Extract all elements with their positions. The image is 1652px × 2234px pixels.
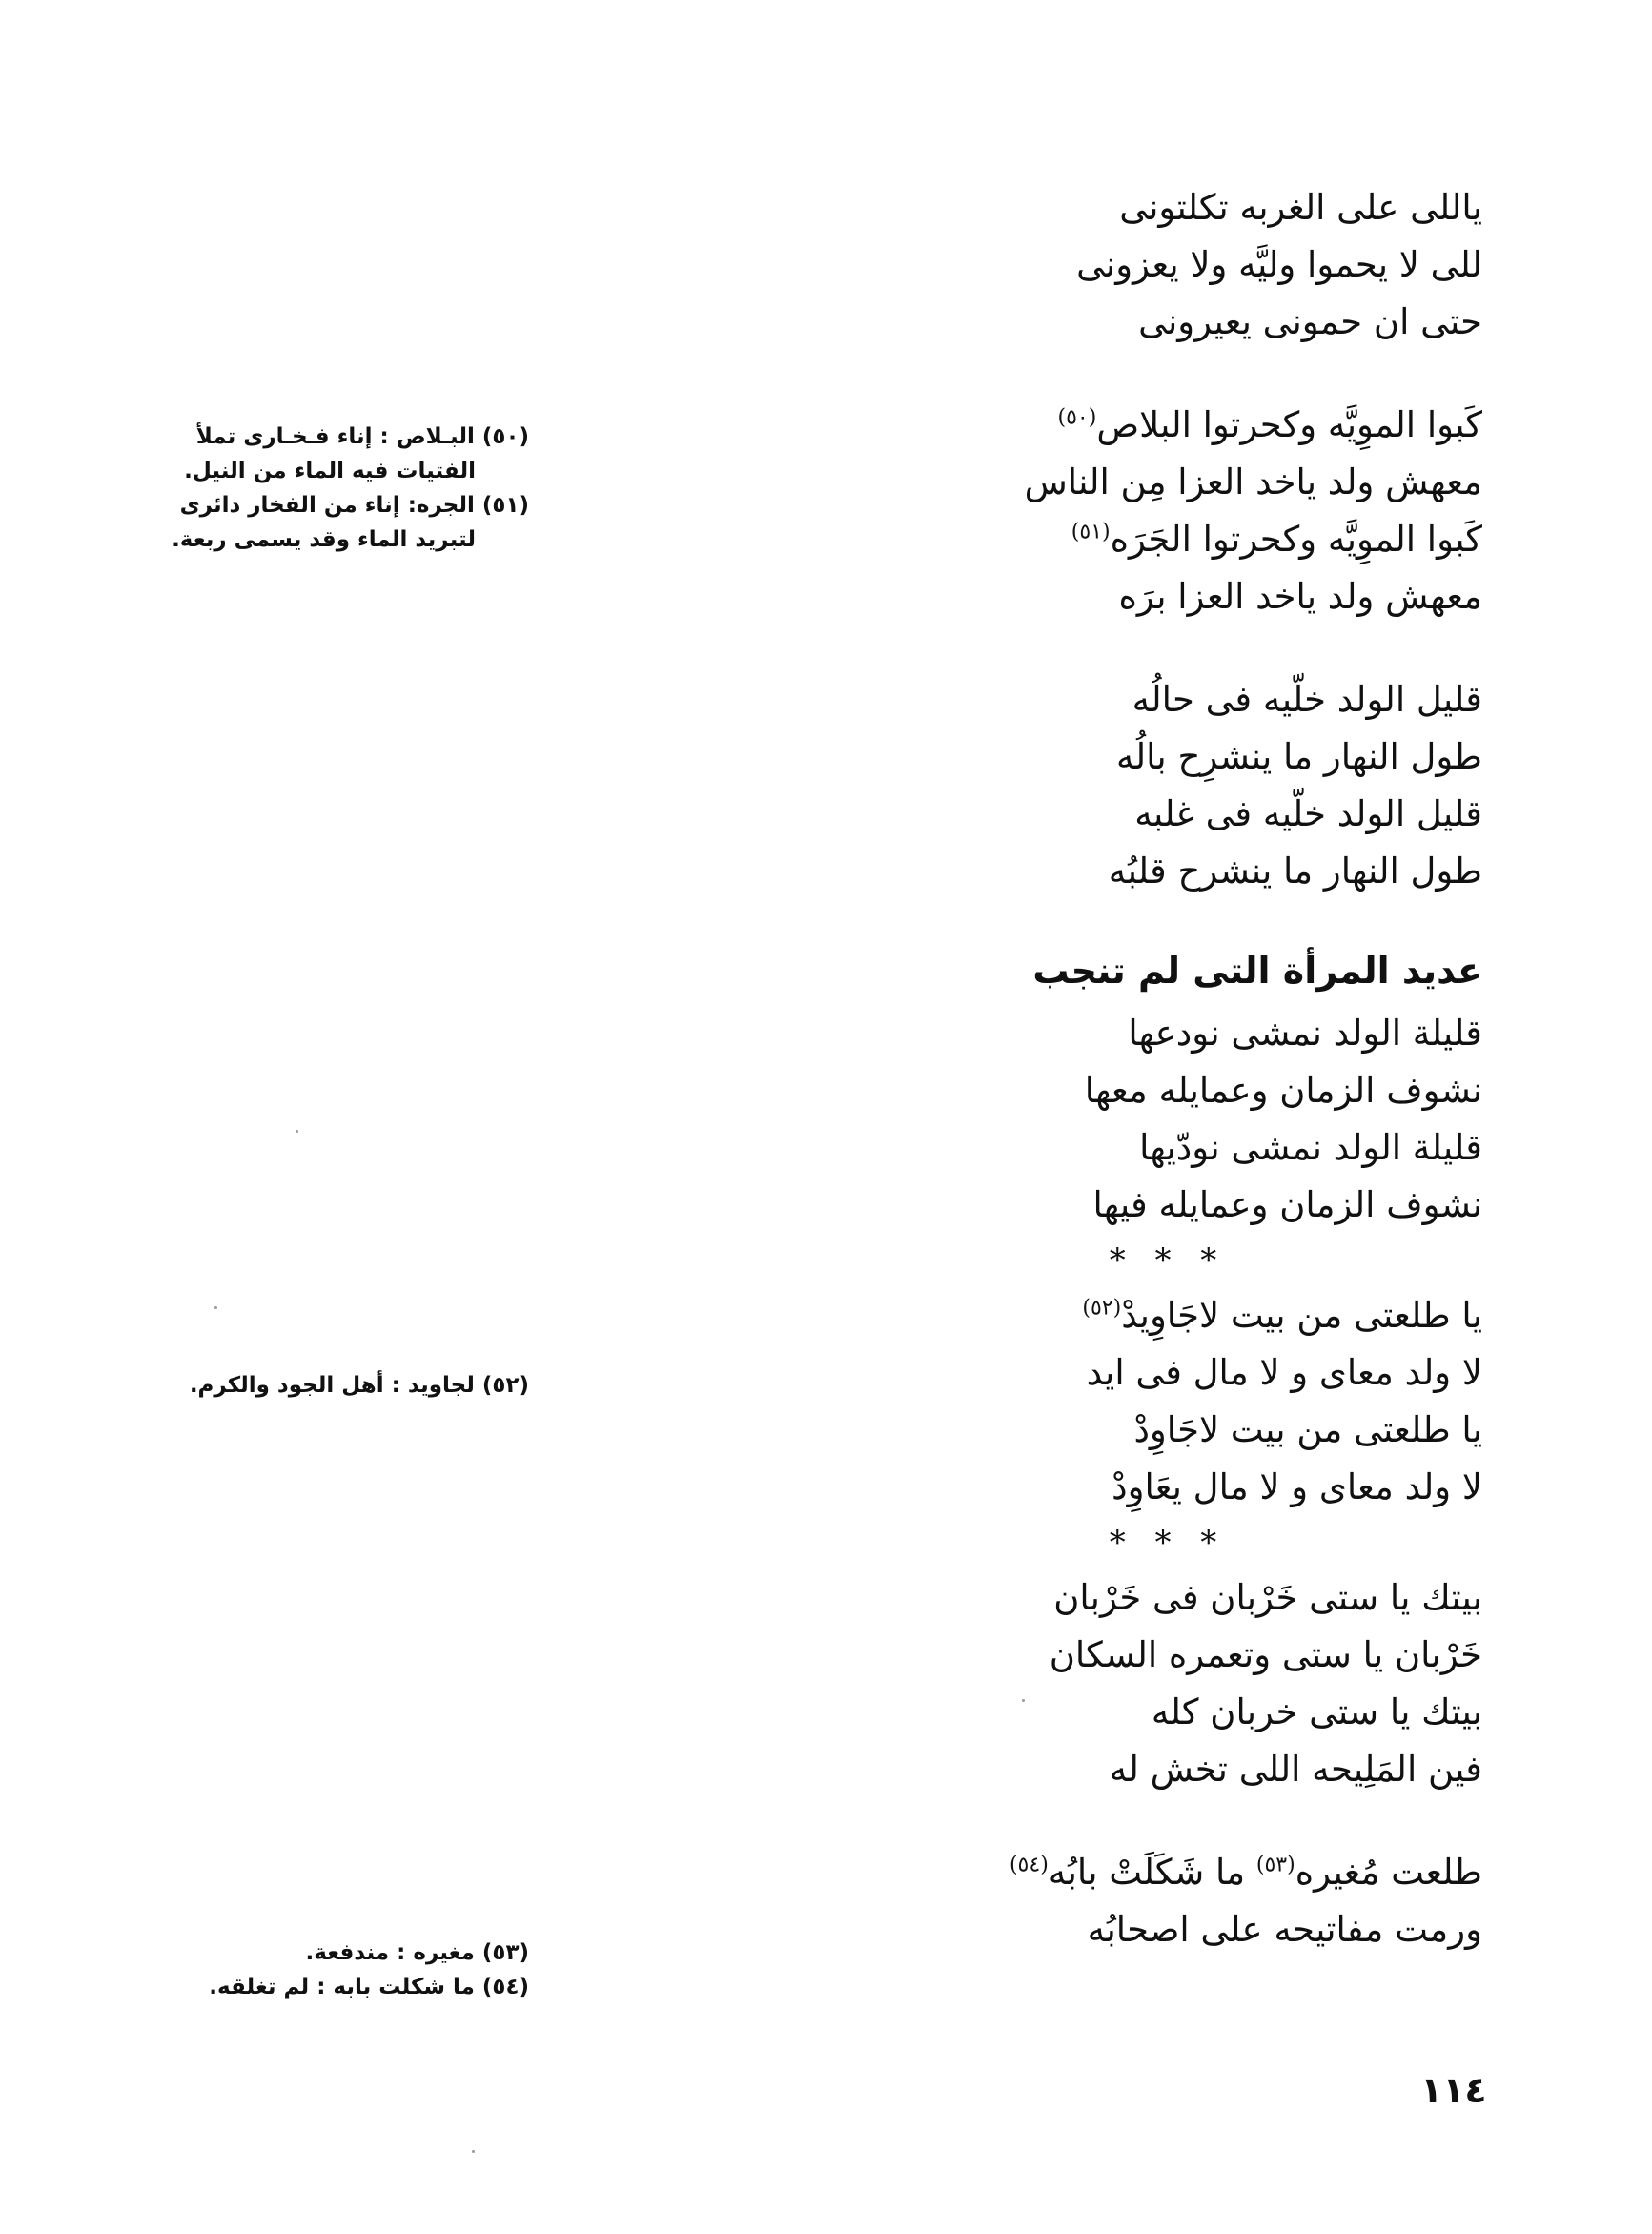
poem-line bbox=[987, 1844, 1482, 1901]
poem-line bbox=[987, 1287, 1482, 1344]
poem-line: لا ولد معاى و لا مال فى ايد bbox=[1086, 1352, 1482, 1393]
stanza-3 bbox=[987, 671, 1482, 900]
stanza-7 bbox=[987, 1844, 1482, 1958]
poem-line: معهش ولد ياخد العزا مِن الناس bbox=[1024, 461, 1482, 502]
poem-line: قليل الولد خلّيه فى حالُه bbox=[1132, 679, 1482, 720]
poem-line-text: كَبوا الموِيَّه وكحرتوا الجَرَه bbox=[1110, 519, 1482, 560]
poem-line-text: طلعت مُغيره bbox=[1295, 1852, 1482, 1893]
poem-line: لا ولد معاى و لا مال يعَاوِدْ bbox=[1112, 1466, 1482, 1507]
footnote-line: (٥٤) ما شكلت بابه : لم تغلقه. bbox=[209, 1975, 529, 1999]
poem-line: قليلة الولد نمشى نودعها bbox=[1128, 1013, 1482, 1054]
footnote-line: (٥١) الجره: إناء من الفخار دائرى bbox=[179, 493, 529, 518]
poem-line-text: يا طلعتى من بيت لاجَاوِيدْ bbox=[1121, 1295, 1482, 1336]
footnote-ref-54[interactable]: (٥٤) bbox=[1009, 1853, 1049, 1877]
stanza-1 bbox=[987, 179, 1482, 351]
stanza-2 bbox=[987, 397, 1482, 625]
stanza-4 bbox=[987, 1005, 1482, 1234]
poem-line: نشوف الزمان وعمايله معها bbox=[1084, 1070, 1482, 1111]
footnote-block-53-54 bbox=[129, 1936, 529, 2004]
poem-line: طول النهار ما ينشرح قلبُه bbox=[1108, 851, 1482, 892]
poem-line: نشوف الزمان وعمايله فيها bbox=[1092, 1184, 1482, 1225]
poem-line-text: ما شَكَلَتْ بابُه bbox=[1048, 1852, 1256, 1893]
poem-line-text: كَبوا الموِيَّه وكحرتوا البلاص bbox=[1096, 404, 1482, 445]
poem-line: خَرْبان يا ستى وتعمره السكان bbox=[1049, 1634, 1482, 1675]
scan-speck bbox=[472, 2150, 475, 2153]
scan-speck bbox=[296, 1130, 298, 1133]
footnote-ref-53[interactable]: (٥٣) bbox=[1255, 1853, 1295, 1877]
poem-line: حتى ان حمونى يعيرونى bbox=[1138, 301, 1482, 342]
poem-line: ياللى على الغربه تكلتونى bbox=[1119, 187, 1482, 228]
poem-line: بيتك يا ستى خربان كله bbox=[1151, 1691, 1482, 1732]
footnote-line: (٥٠) البـلاص : إناء فـخـارى تملأ bbox=[195, 424, 529, 449]
footnote-block-50-51 bbox=[129, 420, 529, 557]
footnote-line: الفتيات فيه الماء من النيل. bbox=[184, 459, 476, 483]
stanza-separator: * * * bbox=[1109, 1241, 1227, 1280]
footnote-ref-52[interactable]: (٥٢) bbox=[1082, 1296, 1122, 1321]
section-heading: عديد المرأة التى لم تنجب bbox=[1032, 950, 1482, 992]
poem-line: ورمت مفاتيحه على اصحابُه bbox=[1087, 1909, 1482, 1950]
poem-column bbox=[987, 179, 1482, 1958]
scan-speck bbox=[1022, 1699, 1025, 1702]
footnote-ref-51[interactable]: (٥١) bbox=[1071, 520, 1111, 544]
poem-line bbox=[987, 511, 1482, 568]
stanza-gap bbox=[987, 1798, 1482, 1844]
scan-speck bbox=[214, 1306, 217, 1309]
page-number: ١١٤ bbox=[1420, 2069, 1487, 2111]
stanza-6 bbox=[987, 1569, 1482, 1798]
stanza-separator: * * * bbox=[1109, 1524, 1227, 1562]
poem-line: يا طلعتى من بيت لاجَاوِدْ bbox=[1133, 1409, 1482, 1450]
footnote-line: (٥٢) لجاويد : أهل الجود والكرم. bbox=[189, 1373, 529, 1398]
poem-line bbox=[987, 397, 1482, 454]
footnote-line: (٥٣) مغيره : مندفعة. bbox=[305, 1940, 529, 1965]
poem-line: قليلة الولد نمشى نودّيها bbox=[1139, 1127, 1482, 1168]
footnote-line: لتبريد الماء وقد يسمى ربعة. bbox=[172, 527, 476, 552]
poem-line: للى لا يحموا وليَّه ولا يعزونى bbox=[1076, 244, 1482, 285]
footnote-ref-50[interactable]: (٥٠) bbox=[1057, 405, 1097, 430]
stanza-gap bbox=[987, 351, 1482, 397]
footnote-block-52 bbox=[129, 1368, 529, 1403]
poem-line: معهش ولد ياخد العزا برَه bbox=[1118, 576, 1482, 617]
stanza-5 bbox=[987, 1287, 1482, 1516]
stanza-gap bbox=[987, 625, 1482, 671]
poem-line: قليل الولد خلّيه فى غلبه bbox=[1134, 793, 1482, 834]
poem-line: فين المَلِيحه اللى تخش له bbox=[1109, 1749, 1482, 1790]
poem-line: طول النهار ما ينشرِح بالُه bbox=[1116, 736, 1482, 777]
poem-line: بيتك يا ستى خَرْبان فى خَرْبان bbox=[1053, 1577, 1482, 1618]
